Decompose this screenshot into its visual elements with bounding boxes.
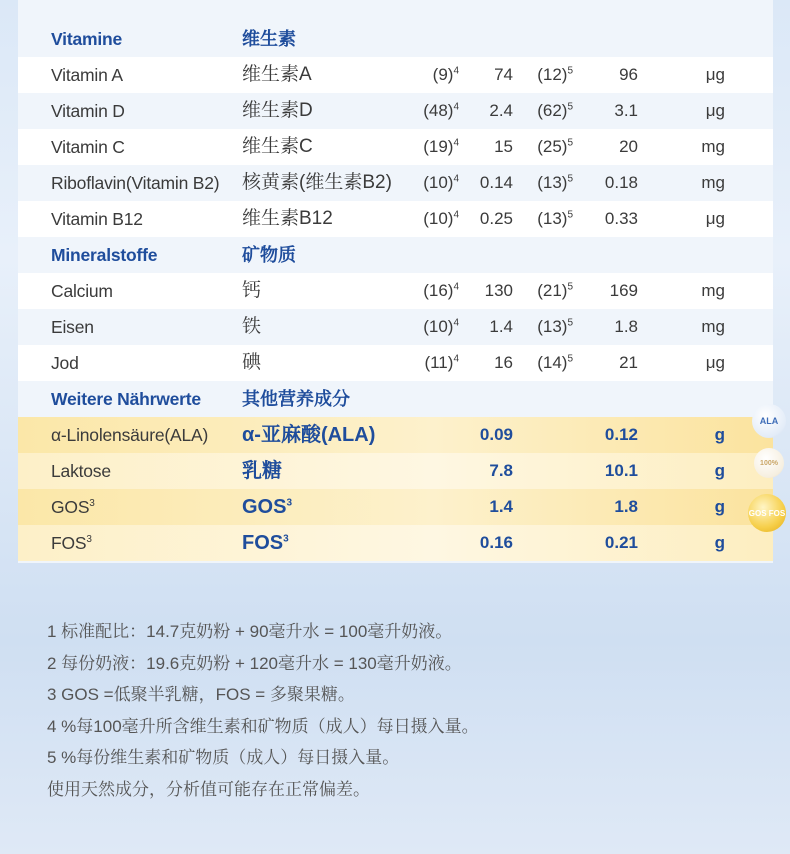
nutrient-name-de: Jod: [51, 353, 79, 373]
section-header-other-nutrients: [18, 381, 773, 417]
value-per-serving: 1.8: [614, 317, 638, 336]
unit: g: [714, 461, 725, 480]
nutrient-name-zh: 维生素C: [242, 136, 313, 157]
unit: g: [714, 497, 725, 516]
daily-percent-serving: $(13)^5$: [537, 209, 573, 228]
daily-percent-100ml: $(10)^4$: [423, 317, 459, 336]
value-per-100ml: 15: [494, 137, 513, 156]
section-title-zh: 其他营养成分: [242, 389, 350, 409]
daily-percent-serving: $(14)^5$: [537, 353, 573, 372]
value-per-serving: 0.12: [604, 425, 638, 444]
unit: mg: [701, 137, 725, 156]
value-per-100ml: 0.14: [479, 173, 513, 192]
nutrient-name-de: α-Linolensäure(ALA): [51, 425, 209, 445]
nutrient-name-de: FOS$^3$: [51, 533, 92, 553]
footnote: 使用天然成分，分析值可能存在正常偏差。: [47, 779, 370, 799]
value-per-100ml: 16: [494, 353, 513, 372]
nutrient-name-zh: 维生素B12: [242, 208, 333, 229]
daily-percent-100ml: $(19)^4$: [423, 137, 459, 156]
daily-percent-100ml: $(11)^4$: [424, 353, 459, 372]
daily-percent-serving: $(25)^5$: [537, 137, 573, 156]
nutrient-name-de: Vitamin A: [51, 65, 123, 85]
nutrient-name-zh: 乳糖: [242, 460, 282, 482]
unit: μg: [705, 209, 725, 228]
table-row: [18, 201, 773, 237]
table-row: [18, 165, 773, 201]
footnote: 3 GOS =低聚半乳糖，FOS = 多聚果糖。: [47, 685, 355, 704]
nutrient-name-de: Vitamin D: [51, 101, 125, 121]
value-per-serving: 169: [609, 281, 638, 300]
value-per-100ml: 1.4: [489, 497, 513, 516]
gos-fos-badge-icon: GOS FOS: [748, 494, 786, 532]
daily-percent-serving: $(13)^5$: [537, 173, 573, 192]
lactose-badge-icon: 100%: [754, 448, 784, 478]
section-title-zh: 维生素: [242, 29, 296, 49]
nutrient-name-zh: 铁: [242, 316, 262, 337]
daily-percent-100ml: $(48)^4$: [423, 101, 459, 120]
nutrient-name-de: Calcium: [51, 281, 113, 301]
value-per-100ml: 2.4: [489, 101, 513, 120]
value-per-serving: 3.1: [614, 101, 638, 120]
footnote: 1 标准配比：14.7克奶粉 + 90毫升水 = 100毫升奶液。: [47, 622, 453, 641]
daily-percent-serving: $(13)^5$: [537, 317, 573, 336]
section-header-minerals: [18, 237, 773, 273]
table-row: [18, 129, 773, 165]
section-title-de: Vitamine: [51, 29, 123, 49]
daily-percent-100ml: $(10)^4$: [423, 173, 459, 192]
value-per-serving: 21: [619, 353, 638, 372]
value-per-100ml: 0.16: [479, 533, 513, 552]
table-row: [18, 273, 773, 309]
table-row: [18, 93, 773, 129]
nutrient-name-de: Laktose: [51, 461, 111, 481]
section-header-vitamins: [18, 21, 773, 57]
table-row: [18, 309, 773, 345]
unit: μg: [705, 65, 725, 84]
nutrient-name-zh: 维生素D: [242, 100, 313, 121]
nutrient-name-zh: α-亚麻酸(ALA): [242, 424, 376, 446]
table-row-highlight: [18, 489, 773, 525]
value-per-serving: 1.8: [614, 497, 638, 516]
daily-percent-serving: $(21)^5$: [537, 281, 573, 300]
value-per-serving: 0.18: [604, 173, 638, 192]
nutrient-name-zh: 维生素A: [242, 64, 312, 85]
nutrient-name-zh: GOS$^3$: [242, 496, 293, 518]
unit: g: [714, 533, 725, 552]
nutrient-name-zh: 钙: [242, 280, 262, 301]
nutrient-name-zh: FOS$^3$: [242, 532, 289, 554]
daily-percent-100ml: $(10)^4$: [423, 209, 459, 228]
table-row-highlight: [18, 453, 773, 489]
unit: g: [714, 425, 725, 444]
ala-badge-icon: ALA: [752, 404, 786, 438]
value-per-100ml: 0.25: [479, 209, 513, 228]
value-per-serving: 20: [619, 137, 638, 156]
section-title-zh: 矿物质: [242, 245, 296, 265]
value-per-100ml: 74: [494, 65, 513, 84]
value-per-serving: 0.21: [604, 533, 638, 552]
value-per-100ml: 0.09: [479, 425, 513, 444]
table-row: [18, 345, 773, 381]
nutrient-name-de: Vitamin B12: [51, 209, 143, 229]
value-per-serving: 10.1: [604, 461, 638, 480]
value-per-serving: 96: [619, 65, 638, 84]
footnotes: [47, 616, 479, 805]
daily-percent-serving: $(62)^5$: [537, 101, 573, 120]
daily-percent-100ml: $(9)^4$: [432, 65, 459, 84]
nutrient-name-de: Vitamin C: [51, 137, 125, 157]
unit: μg: [705, 101, 725, 120]
nutrient-name-zh: 碘: [242, 352, 262, 373]
nutrient-name-de: Riboflavin(Vitamin B2): [51, 173, 220, 193]
footnote: 4 %每100毫升所含维生素和矿物质（成人）每日摄入量。: [47, 716, 479, 736]
table-row-highlight: [18, 417, 773, 453]
value-per-100ml: 7.8: [489, 461, 513, 480]
table-row: [18, 57, 773, 93]
section-title-de: Weitere Nährwerte: [51, 389, 201, 409]
unit: μg: [705, 353, 725, 372]
footnote: 5 %每份维生素和矿物质（成人）每日摄入量。: [47, 748, 400, 767]
value-per-100ml: 1.4: [489, 317, 513, 336]
nutrient-name-de: Eisen: [51, 317, 94, 337]
value-per-100ml: 130: [484, 281, 513, 300]
nutrient-name-de: GOS$^3$: [51, 497, 95, 517]
section-title-de: Mineralstoffe: [51, 245, 158, 265]
nutrient-name-zh: 核黄素(维生素B2): [242, 172, 392, 193]
footnote: 2 每份奶液：19.6克奶粉 + 120毫升水 = 130毫升奶液。: [47, 653, 462, 673]
table-row-highlight: [18, 525, 773, 561]
unit: mg: [701, 317, 725, 336]
value-per-serving: 0.33: [604, 209, 638, 228]
daily-percent-100ml: $(16)^4$: [423, 281, 459, 300]
daily-percent-serving: $(12)^5$: [537, 65, 573, 84]
unit: mg: [701, 173, 725, 192]
unit: mg: [701, 281, 725, 300]
